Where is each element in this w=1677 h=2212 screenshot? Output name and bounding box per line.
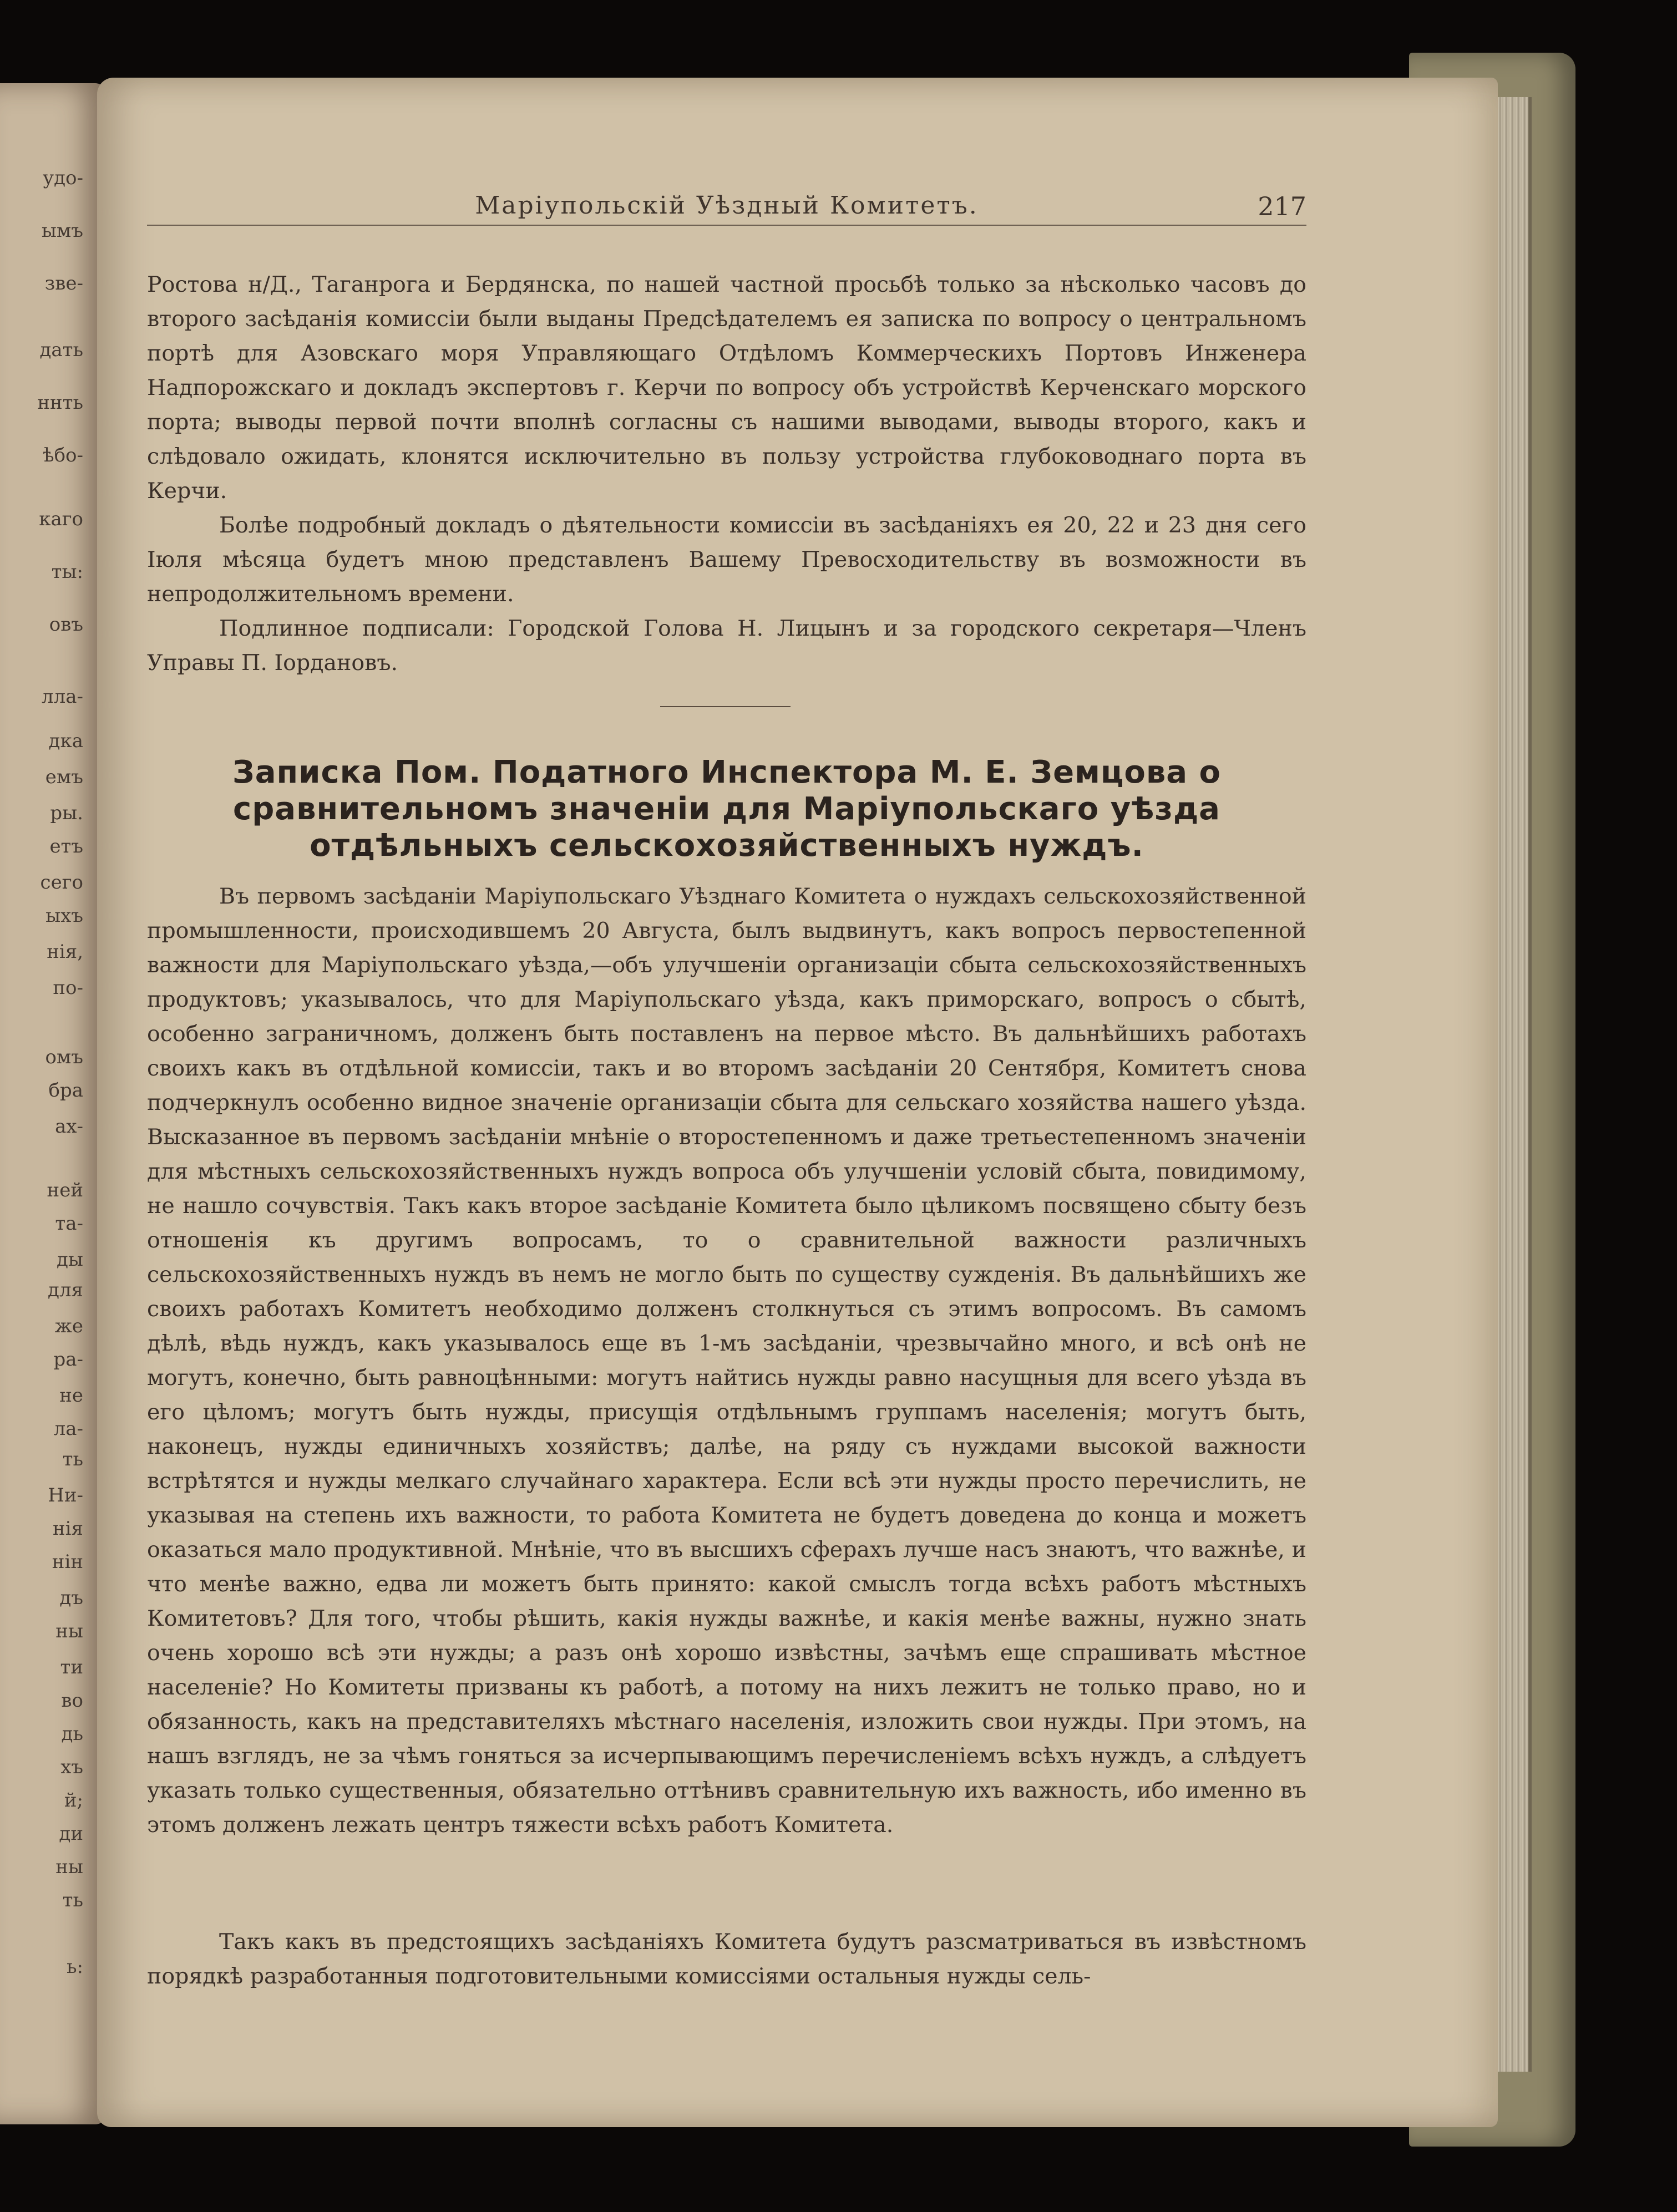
left-page-fragment: ра- [53,1348,83,1371]
left-page-fragment: зве- [44,272,83,295]
left-page-edge [0,83,108,2124]
left-page-fragment: ты: [51,561,83,583]
left-page-fragment: овъ [49,613,83,636]
left-page-fragment: ней [47,1179,83,1201]
left-page-fragment: удо- [43,167,83,189]
left-page-fragment: й; [64,1789,83,1812]
left-page-fragment: лла- [42,686,83,708]
paragraph-5: Такъ какъ въ предстоящихъ засѣданіяхъ Комитета будутъ разсматриваться въ извѣстномъ порядкѣ разработанныя подготовительными комиссіями остальныя нужды сель- [147,1929,1306,1989]
left-page-fragment: дь [61,1723,83,1745]
left-page-fragment: ымъ [41,220,83,242]
left-page-fragment: ннть [37,392,83,414]
left-page-fragment: ны [55,1856,83,1878]
left-page-fragment: емъ [45,766,83,788]
left-page-fragment: нія, [47,941,83,963]
left-page-fragment: ть [62,1889,83,1911]
left-page-fragment: ах- [55,1115,83,1138]
left-page-fragment: бра [48,1079,83,1102]
left-page-fragment: для [48,1279,83,1301]
page-header [147,191,1306,226]
left-page-fragment: ти [60,1656,83,1678]
left-page-fragment: ды [57,1249,83,1271]
left-page-fragment: ть [62,1448,83,1470]
left-page-fragment: Ни- [48,1484,83,1506]
left-page-fragment: же [54,1315,83,1337]
section-title: Записка Пом. Податного Инспектора М. Е. Земцова о сравнительномъ значеніи для Маріупольскаго уѣзда отдѣльныхъ сельскохозяйственныхъ нуждъ. [232,754,1222,864]
paragraph-2: Болѣе подробный докладъ о дѣятельности комиссіи въ засѣданіяхъ ея 20, 22 и 23 дня сего Іюля мѣсяца будетъ мною представленъ Вашему Превосходительству въ возможности въ непродолжительномъ времени. [147,513,1306,607]
left-page-fragment: сего [40,871,83,894]
left-page-fragment: ны [55,1620,83,1642]
page-number: 217 [1258,191,1306,221]
paragraph-4: Въ первомъ засѣданіи Маріупольскаго Уѣзднаго Комитета о нуждахъ сельскохозяйственной промышленности, происходившемъ 20 Августа, былъ выдвинутъ, какъ вопросъ первостепенной важности для Маріупольскаго уѣзда,—объ улучшеніи организаціи сбыта сельскохозяйственныхъ продуктовъ; указывалось, что для Маріупольскаго уѣзда, какъ приморскаго, вопросъ о сбытѣ, особенно заграничномъ, долженъ быть поставленъ на первое мѣсто. Въ дальнѣйшихъ работахъ своихъ какъ въ отдѣльной комиссіи, такъ и во второмъ засѣданіи 20 Сентября, Комитетъ снова подчеркнулъ особенно видное значеніе организаціи сбыта для сельскаго хозяйства нашего уѣзда. Высказанное въ первомъ засѣданіи мнѣніе о второстепенномъ и даже третьестепенномъ значеніи для мѣстныхъ сельскохозяйственныхъ нуждъ вопроса объ улучшеніи условій сбыта, повидимому, не нашло сочувствія. Такъ какъ второе засѣданіе Комитета было цѣликомъ посвящено сбыту безъ отношенія къ другимъ вопросамъ, то о сравнительной важности различныхъ сельскохозяйственныхъ нуждъ въ немъ не могло быть по существу сужденія. Въ дальнѣйшихъ же своихъ работахъ Комитетъ необходимо долженъ столкнуться съ этимъ вопросомъ. Въ самомъ дѣлѣ, вѣдь нуждъ, какъ указывалось еще въ 1-мъ засѣданіи, чрезвычайно много, и всѣ онѣ не могутъ, конечно, быть равноцѣнными: могутъ найтись нужды равно насущныя для всего уѣзда въ его цѣломъ; могутъ быть нужды, присущія отдѣльнымъ группамъ населенія; могутъ быть, наконецъ, нужды единичныхъ хозяйствъ; далѣе, на ряду съ нуждами высокой важности встрѣтятся и нужды мелкаго случайнаго характера. Если всѣ эти нужды просто перечислить, не указывая на степень ихъ важности, то работа Комитета не будетъ доведена до конца и можетъ оказаться мало продуктивной. Мнѣніе, что въ высшихъ сферахъ лучше насъ знаютъ, что важнѣе, и что менѣе важно, едва ли можетъ быть принято: какой смыслъ тогда всѣхъ работъ мѣстныхъ Комитетовъ? Для того, чтобы рѣшить, какія нужды важнѣе, и какія менѣе важны, нужно знать очень хорошо всѣ эти нужды; а разъ онѣ хорошо извѣстны, зачѣмъ еще спрашивать мѣстное населеніе? Но Комитеты призваны къ работѣ, а потому на нихъ лежитъ не только право, но и обязанность, какъ на представителяхъ мѣстнаго населенія, изложить свои нужды. При этомъ, на нашъ взглядъ, не за чѣмъ гоняться за исчерпывающимъ перечисленіемъ всѣхъ нуждъ, а слѣдуетъ указать только существенныя, обязательно оттѣнивъ сравнительную ихъ важность, ибо именно въ этомъ долженъ лежать центръ тяжести всѣхъ работъ Комитета. [147,884,1306,1838]
left-page-fragment: каго [39,508,83,530]
paragraph-1: Ростова н/Д., Таганрога и Бердянска, по нашей частной просьбѣ только за нѣсколько часовъ до второго засѣданія комиссіи были выданы Предсѣдателемъ ея записка по вопросу о центральномъ портѣ для Азовскаго моря Управляющаго Отдѣломъ Коммерческихъ Портовъ Инженера Надпорожскаго и докладъ экспертовъ г. Керчи по вопросу объ устройствѣ Керченскаго морского порта; выводы первой почти вполнѣ согласны съ нашими выводами, выводы второго, какъ и слѣдовало ожидать, клонятся исключительно въ пользу устройства глубоководнаго порта въ Керчи. [147,272,1306,504]
section-divider [660,706,791,707]
running-head: Маріупольскій Уѣздный Комитетъ. [475,191,979,220]
left-page-fragment: по- [53,977,83,999]
left-page-fragment: нія [53,1518,83,1540]
left-page-fragment: во [61,1690,83,1712]
left-page-fragment: ь: [67,1956,83,1978]
left-page-fragment: ыхъ [45,905,83,927]
left-page-fragment: дъ [59,1587,83,1609]
left-page-fragment: омъ [45,1046,83,1068]
paragraph-3: Подлинное подписали: Городской Голова Н. Лицынъ и за городского секретаря—Членъ Управы П. Іордановъ. [147,616,1306,676]
left-page-fragment: хъ [60,1756,83,1778]
left-page-fragment: ѣбо- [43,444,83,466]
left-page-fragment: дать [39,339,83,361]
left-page-fragment: нін [52,1551,83,1573]
left-page-fragment: та- [55,1212,83,1235]
left-page-fragment: ры. [50,802,83,824]
left-page-fragment: не [59,1384,83,1407]
left-page-fragment: ла- [53,1418,83,1440]
left-page-fragment: ди [59,1823,83,1845]
left-page-fragment: етъ [49,835,83,858]
left-page-fragment: дка [48,730,83,752]
